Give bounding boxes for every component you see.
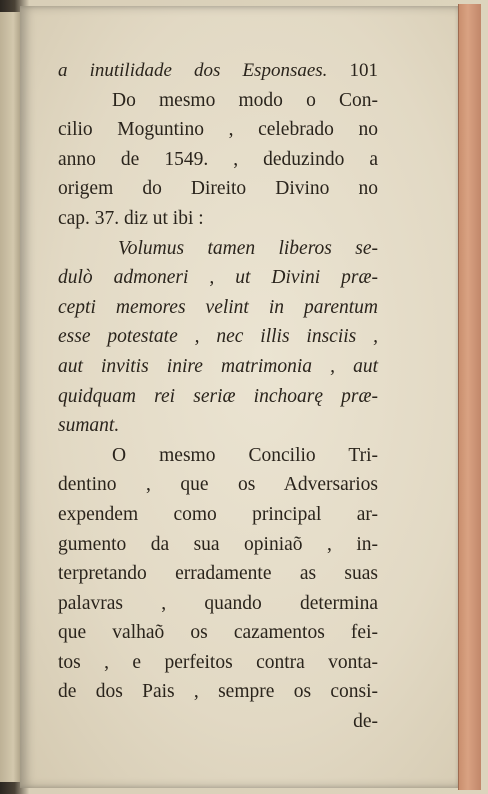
text-line: de dos Pais , sempre os consi- [58,681,378,703]
quote-line: quidquam rei seriæ inchoarę præ- [58,385,378,407]
text-line: gumento da sua opiniaõ , in- [58,533,378,555]
text-line: anno de 1549. , deduzindo a [58,148,378,170]
quote-line: esse potestate , nec illis insciis , [58,326,378,348]
quote-line: dulò admoneri , ut Divini præ- [58,267,378,289]
quote-line: Volumus tamen liberos se- [118,237,378,259]
text-line: Do mesmo modo o Con- [112,89,378,111]
quote-line: aut invitis inire matrimonia , aut [58,355,378,377]
running-title: a inutilidade dos Esponsaes. [58,60,328,81]
catchword: de- [353,711,378,733]
text-line: O mesmo Concilio Tri- [112,444,378,466]
text-line: dentino , que os Adversarios [58,474,378,496]
text-line: origem do Direito Divino no [58,178,378,200]
running-header [58,56,378,86]
page-block-edge [458,4,481,790]
text-line: cilio Moguntino , celebrado no [58,119,378,141]
text-line: palavras , quando determina [58,592,378,614]
quote-line: cepti memores velint in parentum [58,296,378,318]
page-number: 101 [349,60,378,81]
text-line: cap. 37. diz ut ibi : [58,207,204,229]
page-text [58,56,378,737]
text-line: tos , e perfeitos contra vonta- [58,651,378,673]
text-line: expendem como principal ar- [58,503,378,525]
gutter-marks [2,72,18,672]
text-line: que valhaõ os cazamentos fei- [58,622,378,644]
quote-line: sumant. [58,415,120,437]
text-line: terpretando erradamente as suas [58,563,378,585]
